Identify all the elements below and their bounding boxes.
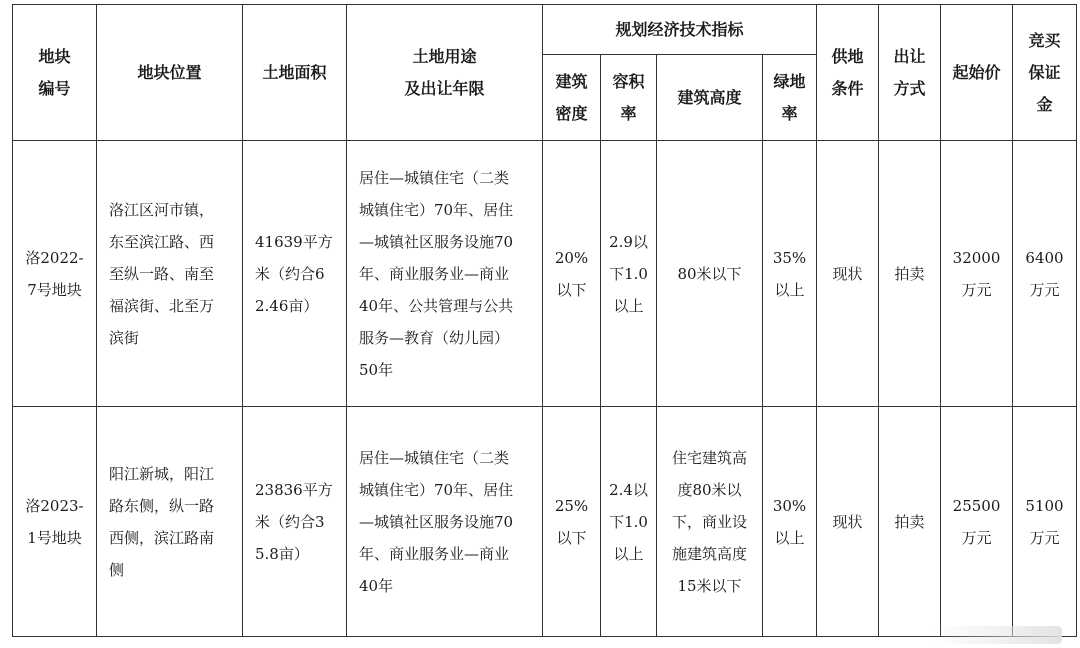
cell-green: 35% 以上	[763, 141, 817, 407]
header-height: 建筑高度	[657, 55, 763, 141]
header-far: 容积 率	[601, 55, 657, 141]
header-supply: 供地 条件	[817, 5, 879, 141]
cell-density: 20% 以下	[543, 141, 601, 407]
cell-supply: 现状	[817, 407, 879, 637]
cell-supply: 现状	[817, 141, 879, 407]
cell-method: 拍卖	[879, 407, 941, 637]
table-row	[13, 407, 1077, 637]
cell-location: 洛江区河市镇， 东至滨江路、西 至纵一路、南至 福滨街、北至万 滨街	[97, 141, 243, 407]
cell-far: 2.4以 下1.0 以上	[601, 407, 657, 637]
cell-area: 41639平方 米（约合6 2.46亩）	[243, 141, 347, 407]
watermark	[932, 626, 1062, 644]
header-start-price: 起始价	[941, 5, 1013, 141]
cell-deposit: 6400 万元	[1013, 141, 1077, 407]
cell-use: 居住—城镇住宅（二类 城镇住宅）70年、居住 —城镇社区服务设施70 年、商业服务业—商业 40年、公共管理与公共 服务—教育（幼儿园） 50年	[347, 141, 543, 407]
cell-use: 居住—城镇住宅（二类 城镇住宅）70年、居住 —城镇社区服务设施70 年、商业服务业—商业 40年	[347, 407, 543, 637]
cell-location: 阳江新城，阳江 路东侧，纵一路 西侧，滨江路南 侧	[97, 407, 243, 637]
header-parcel-no: 地块 编号	[13, 5, 97, 141]
header-row-top	[13, 5, 1077, 55]
header-green: 绿地 率	[763, 55, 817, 141]
header-area: 土地面积	[243, 5, 347, 141]
cell-height: 住宅建筑高 度80米以 下，商业设 施建筑高度 15米以下	[657, 407, 763, 637]
header-method: 出让 方式	[879, 5, 941, 141]
cell-start-price: 32000 万元	[941, 141, 1013, 407]
cell-parcel-no: 洛2022- 7号地块	[13, 141, 97, 407]
cell-green: 30% 以上	[763, 407, 817, 637]
cell-method: 拍卖	[879, 141, 941, 407]
cell-height: 80米以下	[657, 141, 763, 407]
header-deposit: 竞买 保证 金	[1013, 5, 1077, 141]
cell-far: 2.9以 下1.0 以上	[601, 141, 657, 407]
cell-density: 25% 以下	[543, 407, 601, 637]
header-indicators: 规划经济技术指标	[543, 5, 817, 55]
header-location: 地块位置	[97, 5, 243, 141]
cell-start-price: 25500 万元	[941, 407, 1013, 637]
table-row	[13, 141, 1077, 407]
cell-area: 23836平方 米（约合3 5.8亩）	[243, 407, 347, 637]
cell-deposit: 5100 万元	[1013, 407, 1077, 637]
land-parcel-table	[12, 4, 1077, 637]
header-use: 土地用途 及出让年限	[347, 5, 543, 141]
cell-parcel-no: 洛2023- 1号地块	[13, 407, 97, 637]
header-density: 建筑 密度	[543, 55, 601, 141]
